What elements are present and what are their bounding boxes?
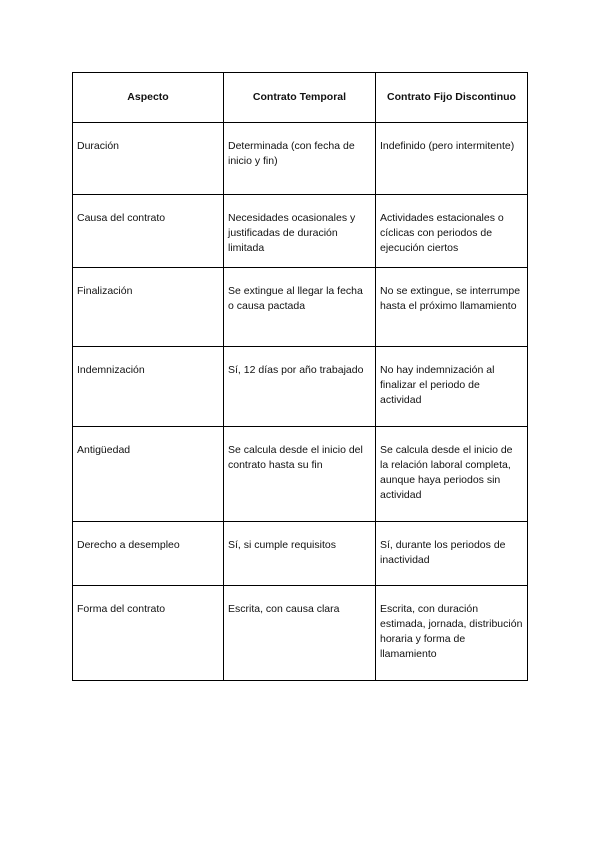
cell-aspect: Finalización <box>73 268 224 347</box>
table-header-row <box>73 73 528 123</box>
cell-temporal: Sí, si cumple requisitos <box>224 522 376 586</box>
header-aspecto: Aspecto <box>73 73 224 123</box>
header-contrato-fijo-discontinuo: Contrato Fijo Discontinuo <box>376 73 528 123</box>
cell-discontinuo: Se calcula desde el inicio de la relación laboral completa, aunque haya periodos sin actividad <box>376 427 528 522</box>
cell-temporal: Escrita, con causa clara <box>224 586 376 681</box>
cell-discontinuo: No se extingue, se interrumpe hasta el próximo llamamiento <box>376 268 528 347</box>
cell-discontinuo: Indefinido (pero intermitente) <box>376 123 528 195</box>
cell-temporal: Se extingue al llegar la fecha o causa pactada <box>224 268 376 347</box>
cell-discontinuo: No hay indemnización al finalizar el periodo de actividad <box>376 347 528 427</box>
cell-temporal: Se calcula desde el inicio del contrato hasta su fin <box>224 427 376 522</box>
comparison-table <box>72 72 528 681</box>
header-contrato-temporal: Contrato Temporal <box>224 73 376 123</box>
cell-discontinuo: Actividades estacionales o cíclicas con periodos de ejecución ciertos <box>376 195 528 268</box>
cell-temporal: Sí, 12 días por año trabajado <box>224 347 376 427</box>
table-row <box>73 123 528 195</box>
cell-aspect: Indemnización <box>73 347 224 427</box>
cell-temporal: Necesidades ocasionales y justificadas de duración limitada <box>224 195 376 268</box>
table-row <box>73 586 528 681</box>
cell-aspect: Antigüedad <box>73 427 224 522</box>
cell-temporal: Determinada (con fecha de inicio y fin) <box>224 123 376 195</box>
cell-aspect: Derecho a desempleo <box>73 522 224 586</box>
table-row <box>73 195 528 268</box>
table-row <box>73 347 528 427</box>
cell-aspect: Forma del contrato <box>73 586 224 681</box>
table-row <box>73 522 528 586</box>
cell-aspect: Duración <box>73 123 224 195</box>
cell-aspect: Causa del contrato <box>73 195 224 268</box>
table-row <box>73 427 528 522</box>
cell-discontinuo: Sí, durante los periodos de inactividad <box>376 522 528 586</box>
table-row <box>73 268 528 347</box>
cell-discontinuo: Escrita, con duración estimada, jornada, distribución horaria y forma de llamamiento <box>376 586 528 681</box>
